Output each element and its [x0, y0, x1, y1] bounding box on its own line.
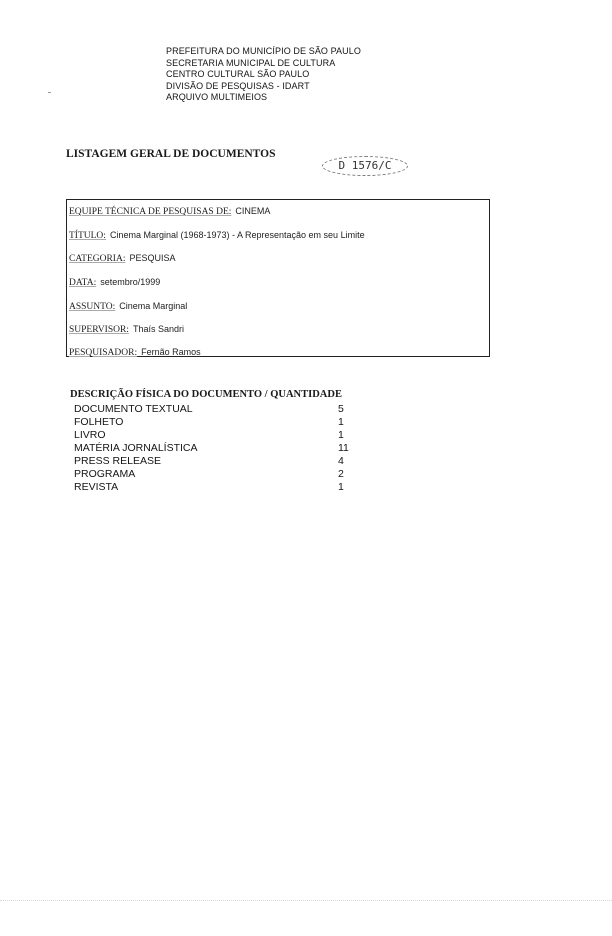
- list-item: [74, 481, 374, 494]
- item-quantity: 1: [338, 429, 344, 441]
- item-name: MATÉRIA JORNALÍSTICA: [74, 442, 198, 454]
- item-name: REVISTA: [74, 481, 119, 493]
- list-item: [74, 468, 374, 481]
- field-pesquisador-label: PESQUISADOR:: [69, 348, 138, 358]
- field-supervisor-value: Thaís Sandri: [132, 324, 184, 334]
- item-name: FOLHETO: [74, 416, 124, 428]
- listing-title: LISTAGEM GERAL DE DOCUMENTOS: [66, 148, 276, 160]
- scan-mark: [48, 92, 51, 93]
- list-item: [74, 455, 374, 468]
- field-equipe-label: EQUIPE TÉCNICA DE PESQUISAS DE:: [69, 207, 232, 217]
- header-line-prefeitura: PREFEITURA DO MUNICÍPIO DE SÃO PAULO: [166, 46, 361, 56]
- field-pesquisador: [69, 347, 201, 358]
- document-info-box: [66, 199, 490, 357]
- field-supervisor-label: SUPERVISOR:: [69, 325, 129, 335]
- item-name: PROGRAMA: [74, 468, 136, 480]
- field-equipe: [69, 206, 270, 217]
- field-assunto-value: Cinema Marginal: [119, 301, 188, 311]
- field-pesquisador-value: Fernão Ramos: [141, 347, 201, 357]
- field-supervisor: [69, 324, 184, 335]
- field-equipe-value: CINEMA: [235, 206, 271, 216]
- item-name: PRESS RELEASE: [74, 455, 161, 467]
- field-data: [69, 277, 160, 288]
- item-quantity: 11: [338, 442, 349, 454]
- field-titulo: [69, 230, 365, 241]
- list-item: [74, 442, 374, 455]
- field-titulo-label: TÍTULO:: [69, 231, 106, 241]
- scan-noise-line: [0, 900, 612, 907]
- item-name: DOCUMENTO TEXTUAL: [74, 403, 193, 415]
- item-quantity: 5: [338, 403, 344, 415]
- field-titulo-value: Cinema Marginal (1968-1973) - A Representação em seu Limite: [109, 230, 365, 240]
- list-item: [74, 416, 374, 429]
- list-item: [74, 429, 374, 442]
- item-quantity: 4: [338, 455, 344, 467]
- field-categoria: [69, 253, 176, 264]
- header-line-divisao: DIVISÃO DE PESQUISAS - IDART: [166, 80, 310, 91]
- header-line-arquivo: ARQUIVO MULTIMEIOS: [166, 92, 268, 102]
- header-line-secretaria: SECRETARIA MUNICIPAL DE CULTURA: [166, 57, 336, 68]
- item-quantity: 1: [338, 416, 344, 428]
- field-assunto-label: ASSUNTO:: [69, 302, 116, 312]
- header-block: [166, 46, 361, 104]
- header-line-centro-cultural: CENTRO CULTURAL SÃO PAULO: [166, 69, 310, 79]
- item-quantity: 2: [338, 468, 344, 480]
- field-categoria-label: CATEGORIA:: [69, 254, 126, 264]
- list-item: [74, 403, 374, 416]
- field-data-label: DATA:: [69, 278, 97, 288]
- field-categoria-value: PESQUISA: [129, 253, 176, 263]
- document-number-stamp: D 1576/C: [322, 156, 408, 176]
- description-title: DESCRIÇÃO FÍSICA DO DOCUMENTO / QUANTIDADE: [70, 389, 342, 400]
- item-name: LIVRO: [74, 429, 106, 441]
- description-items-list: [74, 403, 374, 494]
- item-quantity: 1: [338, 481, 344, 493]
- field-assunto: [69, 301, 187, 312]
- field-data-value: setembro/1999: [100, 277, 161, 287]
